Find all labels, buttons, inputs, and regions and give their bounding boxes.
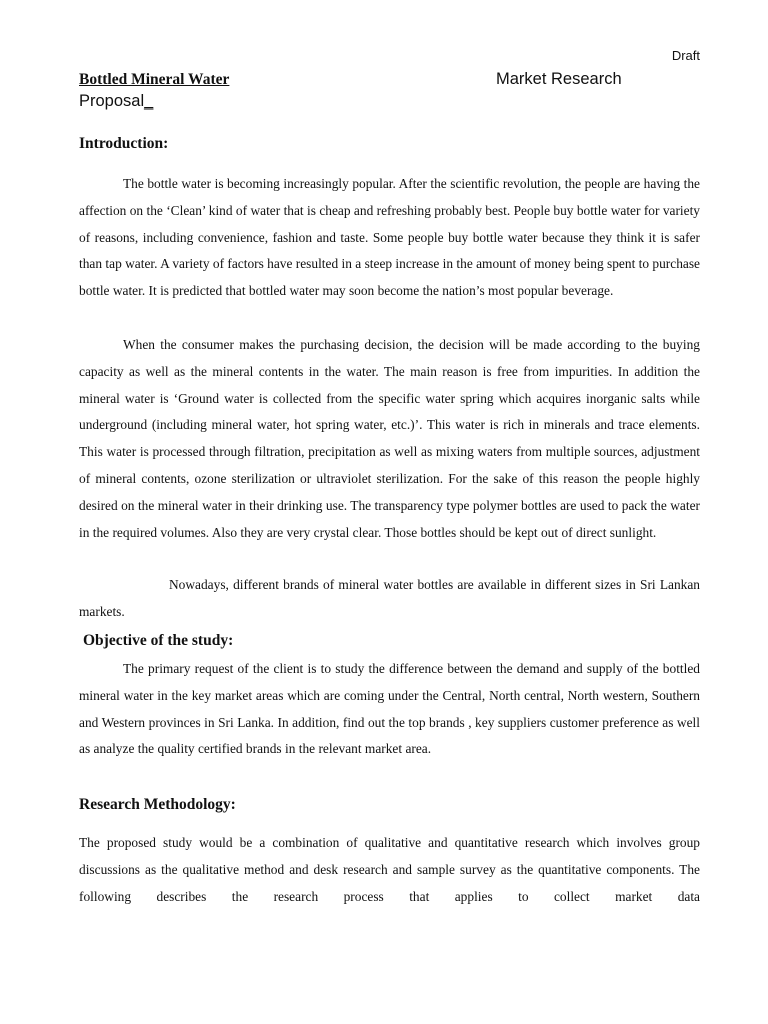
objective-heading: Objective of the study: xyxy=(83,632,234,649)
introduction-paragraph-3: Nowadays, different brands of mineral water bottles are available in different sizes in Sri Lankan markets. xyxy=(79,577,700,619)
title-proposal: Proposal xyxy=(79,92,145,110)
introduction-paragraph-1: The bottle water is becoming increasingly popular. After the scientific revolution, the people are having the affection on the ‘Clean’ kind of water that is cheap and refreshing probably best. People buy bottle water for variety of reasons, including convenience, fashion and taste. Some people buy bottle water because they think it is safer than tap water. A variety of factors have resulted in a steep increase in the amount of money being spent to purchase bottle water. It is predicted that bottled water may soon become the nation’s most popular beverage. xyxy=(79,176,700,299)
methodology-heading: Research Methodology: xyxy=(79,796,236,813)
draft-label: Draft xyxy=(671,48,700,63)
document-title: Bottled Mineral Water xyxy=(79,71,230,88)
document-title-right: Market Research xyxy=(496,70,622,88)
introduction-heading: Introduction: xyxy=(79,135,169,152)
introduction-paragraph-2: When the consumer makes the purchasing decision, the decision will be made according to the buying capacity as well as the mineral contents in the water. The main reason is free from impurities. In addition the mineral water is ‘Ground water is collected from the specific water spring which acquires inorganic salts while underground (including mineral water, hot spring water, etc.)’. This water is rich in minerals and trace elements. This water is processed through filtration, precipitation as well as mixing waters from multiple sources, adjustment of mineral contents, ozone sterilization or ultraviolet sterilization. For the sake of this reason the people highly desired on the mineral water in their drinking use. The transparency type polymer bottles are used to pack the water in the required volumes. Also they are very crystal clear. Those bottles should be kept out of direct sunlight. xyxy=(79,337,700,540)
document-title-line2 xyxy=(79,92,153,111)
methodology-paragraph: The proposed study would be a combination of qualitative and quantitative research which involves group discussions as the qualitative method and desk research and sample survey as the quantitative components. The following describes the research process that applies to collect market data xyxy=(79,835,700,904)
title-cursor: _ xyxy=(144,92,154,110)
objective-paragraph: The primary request of the client is to study the difference between the demand and supply of the bottled mineral water in the key market areas which are coming under the Central, North central, North western, Southern and Western provinces in Sri Lanka. In addition, find out the top brands , key suppliers customer preference as well as analyze the quality certified brands in the relevant market area. xyxy=(79,661,700,757)
